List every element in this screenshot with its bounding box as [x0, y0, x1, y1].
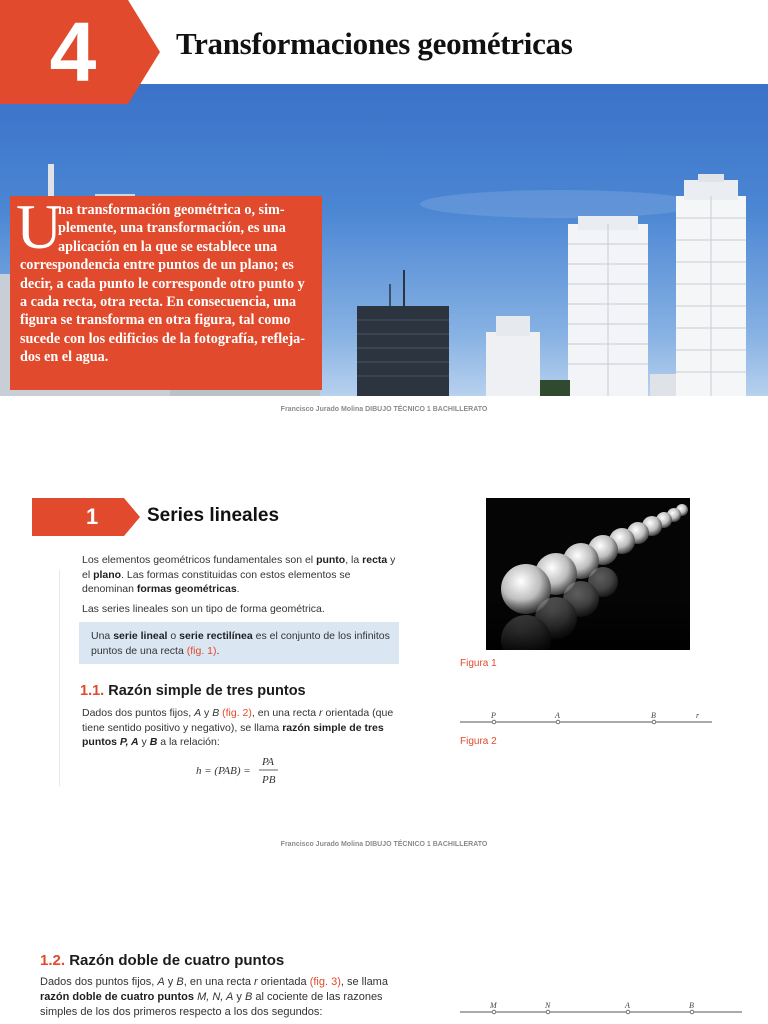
figure-reference-link[interactable]: (fig. 1) — [186, 644, 217, 657]
point-p-label: P — [491, 711, 496, 720]
subsection-title — [80, 683, 306, 699]
point-m-label: M — [490, 1001, 497, 1010]
point-a-marker — [556, 720, 560, 724]
series-type-sentence: Las series lineales son un tipo de forma geométrica. — [82, 603, 325, 615]
intro-line: correspondencia entre puntos de un plano; es — [20, 257, 294, 274]
figure-2-caption: Figura 2 — [460, 736, 497, 747]
intro-line: aplicación en la que se establece una — [58, 238, 278, 255]
section-number: 1 — [86, 504, 99, 529]
section-title: Series lineales — [147, 505, 280, 526]
intro-line: dos en el agua. — [20, 349, 109, 366]
page-footer: Francisco Jurado Molina DIBUJO TÉCNICO 1 BACHILLERATO — [280, 406, 488, 413]
intro-paragraph-series: Los elementos geométricos fundamentales son el punto, la recta y el plano. Las formas constituidas con estos elementos se denominan formas geométricas. — [82, 554, 396, 595]
point-b-marker — [690, 1010, 694, 1014]
subsection-label: Razón simple de tres puntos — [108, 683, 306, 699]
point-m-marker — [492, 1010, 496, 1014]
intro-line: plemente, una transformación, es una — [58, 220, 286, 237]
page-footer: Francisco Jurado Molina DIBUJO TÉCNICO 1 BACHILLERATO — [280, 841, 488, 848]
figure-reference-link[interactable]: (fig. 3) — [309, 976, 341, 988]
formula-numerator: PA — [262, 756, 275, 768]
point-b-marker — [652, 720, 656, 724]
subsection-number: 1.2. — [40, 952, 66, 969]
intro-line: decir, a cada punto le corresponde otro punto y — [20, 275, 305, 292]
intro-paragraph — [20, 201, 318, 367]
chapter-cover-slide — [0, 0, 768, 400]
subsection-title — [40, 952, 284, 969]
intro-line: figura se transforma en otra figura, tal como — [20, 312, 291, 329]
point-a-label: A — [625, 1001, 630, 1010]
subsection-number: 1.1. — [80, 683, 105, 699]
formula-lhs: h = (PAB) = — [196, 765, 251, 777]
intro-line: na transformación geométrica o, sim- — [58, 202, 285, 218]
definition-text: Una serie lineal o serie rectilínea es el conjunto de los infinitos puntos de una recta (fig. 1). — [91, 630, 390, 657]
double-ratio-paragraph: Dados dos puntos fijos, A y B, en una recta r orientada (fig. 3), se llama razón doble de cuatro puntos M, N, A y B al cociente de las razones simples de los dos primeros respecto a los dos segundos: — [40, 976, 388, 1018]
figure-1-caption: Figura 1 — [460, 658, 497, 669]
point-a-label: A — [555, 711, 560, 720]
golf-balls-illustration — [486, 498, 690, 650]
line-r-label: r — [696, 711, 700, 720]
point-a-marker — [626, 1010, 630, 1014]
figure-3-line — [460, 998, 742, 1022]
golf-balls-photo — [486, 498, 690, 650]
margin-rule — [59, 570, 60, 786]
intro-line: sucede con los edificios de la fotografía, refleja- — [20, 330, 306, 347]
subsection-label: Razón doble de cuatro puntos — [69, 952, 285, 969]
point-b-label: B — [651, 711, 656, 720]
point-b-label: B — [689, 1001, 694, 1010]
formula-denominator: PB — [262, 774, 276, 786]
simple-ratio-formula — [196, 753, 296, 787]
point-n-label: N — [545, 1001, 551, 1010]
chapter-title: Transformaciones geométricas — [176, 26, 573, 61]
point-p-marker — [492, 720, 496, 724]
point-n-marker — [546, 1010, 550, 1014]
intro-dropcap: U — [16, 191, 63, 262]
figure-reference-link[interactable]: (fig. 2) — [222, 707, 252, 719]
simple-ratio-paragraph: Dados dos puntos fijos, A y B (fig. 2), en una recta r orientada (que tiene sentido positivo y negativo), se llama razón simple de tres puntos P, A y B a la relación: — [82, 707, 394, 748]
intro-line: a cada recta, otra recta. En consecuencia, una — [20, 294, 297, 311]
chapter-number: 4 — [49, 5, 97, 99]
figure-2-line — [460, 708, 712, 728]
